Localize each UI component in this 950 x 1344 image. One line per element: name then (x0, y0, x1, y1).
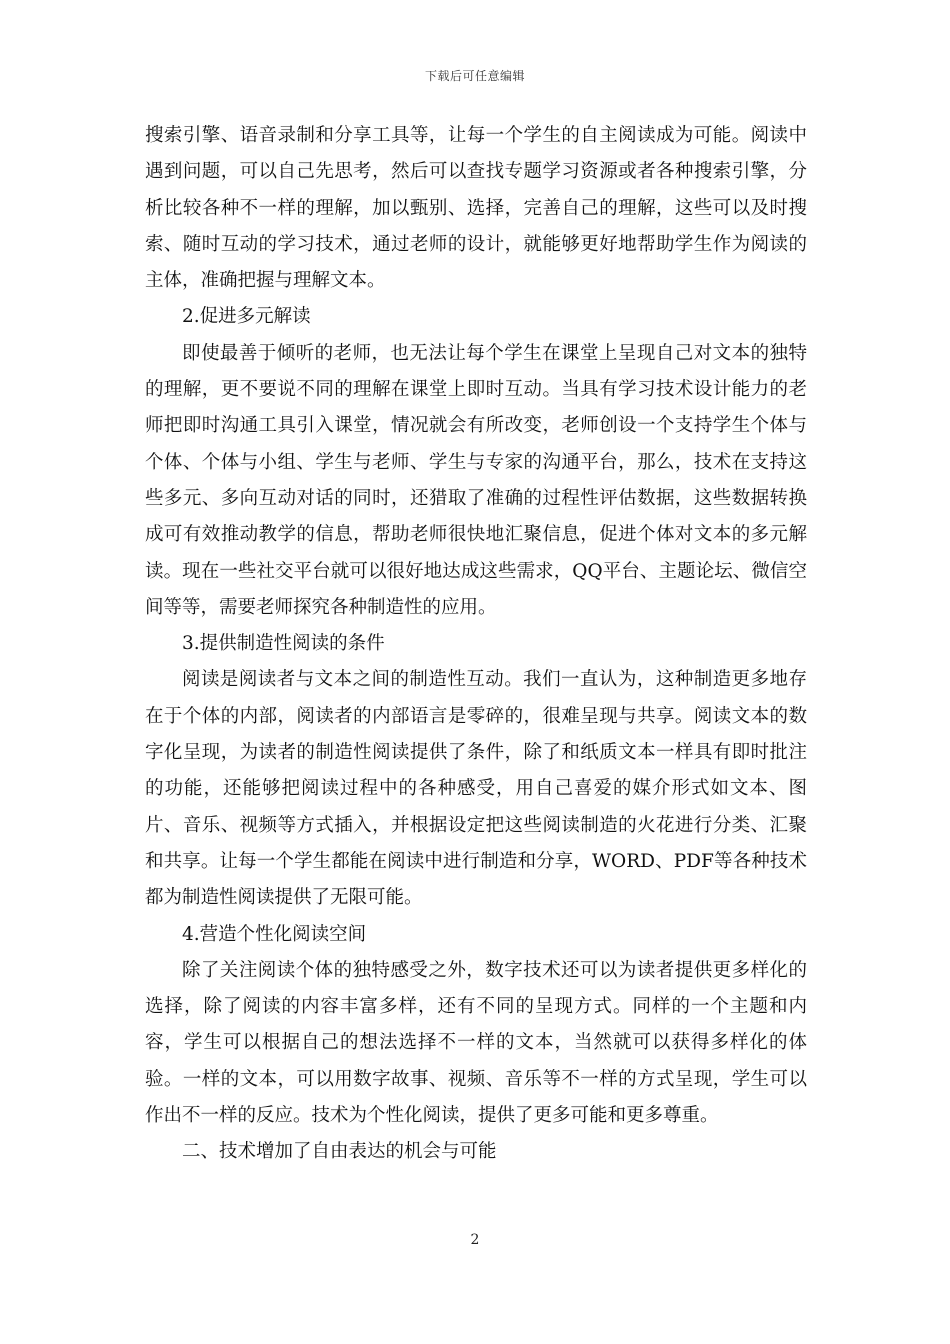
paragraph-creative-reading: 阅读是阅读者与文本之间的制造性互动。我们一直认为，这种制造更多地存在于个体的内部，阅读者的内部语言是零碎的，很难呈现与共享。阅读文本的数字化呈现，为读者的制造性阅读提供了条件，除了和纸质文本一样具有即时批注的功能，还能够把阅读过程中的各种感受，用自己喜爱的媒介形式如文本、图片、音乐、视频等方式插入，并根据设定把这些阅读制造的火花进行分类、汇聚和共享。让每一个学生都能在阅读中进行制造和分享，WORD、PDF等各种技术都为制造性阅读提供了无限可能。 (145, 669, 807, 909)
paragraph-personalized-reading: 除了关注阅读个体的独特感受之外，数字技术还可以为读者提供更多样化的选择，除了阅读的内容丰富多样，还有不同的呈现方式。同样的一个主题和内容，学生可以根据自己的想法选择不一样的文本，当然就可以获得多样化的体验。一样的文本，可以用数字故事、视频、音乐等不一样的方式呈现，学生可以作出不一样的反应。技术为个性化阅读，提供了更多可能和更多尊重。 (145, 959, 807, 1127)
paragraph-continuation: 搜索引擎、语音录制和分享工具等，让每一个学生的自主阅读成为可能。阅读中遇到问题，可以自己先思考，然后可以查找专题学习资源或者各种搜索引擎，分析比较各种不一样的理解，加以甄别、选择，完善自己的理解，这些可以及时搜索、随时互动的学习技术，通过老师的设计，就能够更好地帮助学生作为阅读的主体，准确把握与理解文本。 (145, 125, 807, 292)
section-heading-3: 3.提供制造性阅读的条件 (182, 633, 385, 655)
chapter-heading-2: 二、技术增加了自由表达的机会与可能 (182, 1141, 497, 1163)
section-heading-2: 2.促进多元解读 (182, 306, 311, 328)
page-header: 下载后可任意编辑 (424, 69, 525, 83)
document-body (145, 118, 807, 1171)
paragraph-multi-interpretation: 即使最善于倾听的老师，也无法让每个学生在课堂上呈现自己对文本的独特的理解，更不要说不同的理解在课堂上即时互动。当具有学习技术设计能力的老师把即时沟通工具引入课堂，情况就会有所改变，老师创设一个支持学生个体与个体、个体与小组、学生与老师、学生与专家的沟通平台，那么，技术在支持这些多元、多向互动对话的同时，还猎取了准确的过程性评估数据，这些数据转换成可有效推动教学的信息，帮助老师很快地汇聚信息，促进个体对文本的多元解读。现在一些社交平台就可以很好地达成这些需求，QQ平台、主题论坛、微信空间等等，需要老师探究各种制造性的应用。 (145, 342, 807, 618)
section-heading-4: 4.营造个性化阅读空间 (182, 923, 367, 945)
page-number: 2 (470, 1232, 480, 1248)
